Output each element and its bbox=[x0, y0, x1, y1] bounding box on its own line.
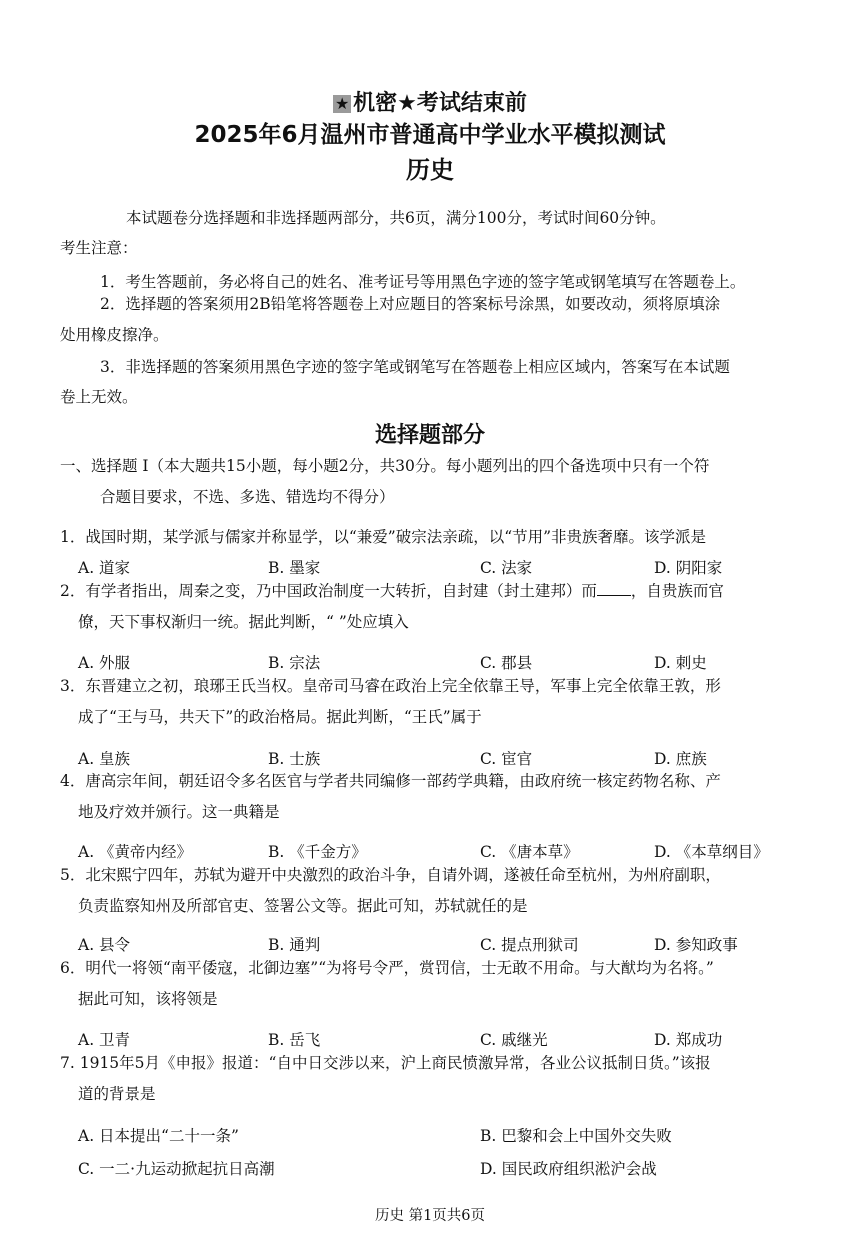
note-2-line-1: 2．选择题的答案须用2B铅笔将答题卷上对应题目的答案标号涂黑，如要改动，须将原填涂 bbox=[100, 295, 721, 313]
question-6-option-d: D. 郑成功 bbox=[654, 1031, 723, 1049]
question-1-option-c: C. 法家 bbox=[480, 559, 533, 577]
note-3-line-1: 3．非选择题的答案须用黑色字迹的签字笔或钢笔写在答题卷上相应区域内，答案写在本试题 bbox=[100, 358, 730, 376]
section-title: 选择题部分 bbox=[374, 423, 485, 448]
question-2-stem-line-2: 僚，天下事权渐归一统。据此判断，“ ”处应填入 bbox=[78, 613, 409, 631]
subject-title: 历史 bbox=[406, 156, 454, 184]
question-2-option-d: D. 刺史 bbox=[654, 654, 707, 672]
section-instruction-line-2: 合题目要求，不选、多选、错选均不得分） bbox=[100, 488, 395, 506]
question-4-option-a: A. 《黄帝内经》 bbox=[78, 843, 193, 861]
question-2-option-c: C. 郡县 bbox=[480, 654, 533, 672]
question-4-option-c: C. 《唐本草》 bbox=[480, 843, 579, 861]
question-3-option-a: A. 皇族 bbox=[78, 750, 131, 768]
question-5-option-c: C. 提点刑狱司 bbox=[480, 936, 579, 954]
question-1-option-b: B. 墨家 bbox=[268, 559, 321, 577]
question-7-option-b: B. 巴黎和会上中国外交失败 bbox=[480, 1127, 672, 1145]
question-2-option-b: B. 宗法 bbox=[268, 654, 321, 672]
question-5-option-d: D. 参知政事 bbox=[654, 936, 738, 954]
question-2-stem-part-1: 2．有学者指出，周秦之变，乃中国政治制度一大转折，自封建（封土建邦）而 bbox=[60, 582, 597, 600]
question-7-stem-line-2: 道的背景是 bbox=[78, 1085, 156, 1103]
exam-title: 2025年6月温州市普通高中学业水平模拟测试 bbox=[194, 122, 666, 148]
question-3-option-c: C. 宦官 bbox=[480, 750, 533, 768]
question-4-stem-line-2: 地及疗效并颁行。这一典籍是 bbox=[78, 803, 280, 821]
question-6-option-b: B. 岳飞 bbox=[268, 1031, 321, 1049]
question-4-option-b: B. 《千金方》 bbox=[268, 843, 367, 861]
question-6-option-a: A. 卫青 bbox=[78, 1031, 131, 1049]
section-instruction-line-1: 一、选择题 I（本大题共15小题，每小题2分，共30分。每小题列出的四个备选项中只有一个符 bbox=[60, 457, 710, 475]
question-4-option-d: D. 《本草纲目》 bbox=[654, 843, 769, 861]
question-3-option-d: D. 庶族 bbox=[654, 750, 707, 768]
question-7-stem-line-1: 7. 1915年5月《申报》报道：“自中日交涉以来，沪上商民愤激异常，各业公议抵制日货。”该报 bbox=[60, 1054, 711, 1072]
question-3-stem-line-1: 3．东晋建立之初，琅琊王氏当权。皇帝司马睿在政治上完全依靠王导，军事上完全依靠王敦，形 bbox=[60, 677, 721, 695]
question-1-option-a: A. 道家 bbox=[78, 559, 131, 577]
question-1-option-d: D. 阴阳家 bbox=[654, 559, 723, 577]
question-7-option-a: A. 日本提出“二十一条” bbox=[78, 1127, 239, 1145]
star-icon: ★ bbox=[334, 94, 350, 113]
notice-label: 考生注意： bbox=[60, 239, 138, 257]
question-5-option-b: B. 通判 bbox=[268, 936, 321, 954]
question-2-stem-part-2: ，自贵族而官 bbox=[630, 582, 724, 600]
question-1-stem: 1．战国时期，某学派与儒家并称显学，以“兼爱”破宗法亲疏，以“节用”非贵族奢靡。该学派是 bbox=[60, 528, 707, 546]
question-5-option-a: A. 县令 bbox=[78, 936, 131, 954]
note-2-line-2: 处用橡皮擦净。 bbox=[60, 326, 169, 344]
intro-summary: 本试题卷分选择题和非选择题两部分，共6页，满分100分，考试时间60分钟。 bbox=[126, 209, 666, 227]
confidential-mark bbox=[0, 86, 860, 117]
question-3-stem-line-2: 成了“王与马，共天下”的政治格局。据此判断，“王氏”属于 bbox=[78, 708, 482, 726]
question-7-option-d: D. 国民政府组织淞沪会战 bbox=[480, 1160, 657, 1178]
question-6-stem-line-1: 6．明代一将领“南平倭寇，北御边塞”“为将号令严，赏罚信，士无敢不用命。与大猷均为名将。” bbox=[60, 959, 714, 977]
question-5-stem-line-1: 5．北宋熙宁四年，苏轼为避开中央激烈的政治斗争，自请外调，遂被任命至杭州，为州府副职， bbox=[60, 866, 721, 884]
question-6-stem-line-2: 据此可知，该将领是 bbox=[78, 990, 218, 1008]
note-1: 1．考生答题前，务必将自己的姓名、准考证号等用黑色字迹的签字笔或钢笔填写在答题卷上。 bbox=[100, 273, 746, 291]
confidential-text: 机密★考试结束前 bbox=[353, 91, 527, 116]
question-5-stem-line-2: 负责监察知州及所部官吏、签署公文等。据此可知，苏轼就任的是 bbox=[78, 897, 528, 915]
question-4-stem-line-1: 4．唐高宗年间，朝廷诏令多名医官与学者共同编修一部药学典籍，由政府统一核定药物名称、产 bbox=[60, 772, 721, 790]
question-2-stem-line-1 bbox=[60, 579, 724, 601]
question-2-option-a: A. 外服 bbox=[78, 654, 131, 672]
fill-in-blank bbox=[597, 581, 631, 596]
page-footer: 历史 第1页共6页 bbox=[374, 1208, 486, 1224]
question-6-option-c: C. 戚继光 bbox=[480, 1031, 548, 1049]
question-7-option-c: C. 一二·九运动掀起抗日高潮 bbox=[78, 1160, 275, 1178]
note-3-line-2: 卷上无效。 bbox=[60, 388, 138, 406]
question-3-option-b: B. 士族 bbox=[268, 750, 321, 768]
